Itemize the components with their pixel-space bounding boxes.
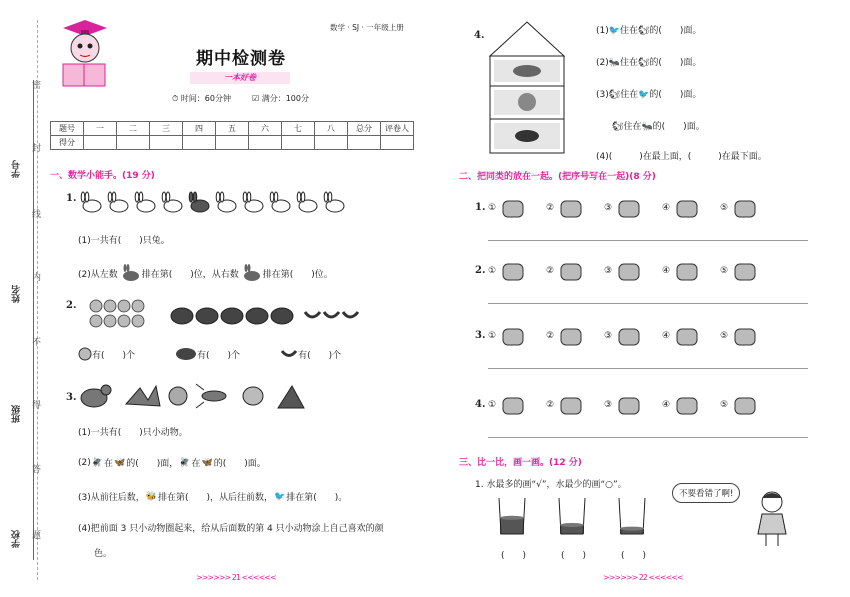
s2-option-mark: ① [488, 331, 497, 341]
s2-row-number: 2. [475, 265, 486, 276]
dragonfly-icon: 🪰 [91, 457, 103, 468]
score-cell[interactable] [282, 136, 315, 150]
bird-icon: 🐦 [274, 491, 286, 502]
answer-line[interactable] [488, 303, 808, 304]
q3-line4b: 色。 [94, 549, 113, 559]
page-number-left: >>>>>> 21 <<<<<< [196, 573, 276, 582]
apple-icon [558, 196, 584, 222]
flower-icon [616, 393, 642, 419]
brand-banner [190, 72, 290, 84]
score-cell[interactable] [381, 136, 414, 150]
banana-group [302, 308, 362, 327]
s2-option-mark: ② [546, 331, 555, 341]
ant-icon: 🐜 [641, 122, 653, 132]
watermelon-group [170, 306, 295, 329]
check-box-icon: ☑ [252, 94, 260, 103]
peach-icon [674, 196, 700, 222]
pencil-icon [732, 259, 758, 285]
seal-word: 线 [32, 210, 42, 220]
q3-line2: (2) 🪰 在 🦋 的( )面， 🪰 在 🦋 的( )面。 [78, 457, 266, 469]
score-table-header: 四 [183, 122, 216, 136]
score-cell[interactable] [183, 136, 216, 150]
s2-option-mark: ③ [604, 266, 613, 276]
flower-branch-icon [500, 324, 526, 350]
rabbit-row [78, 191, 345, 213]
q4-line3: (3)🐿住在🐦的( )面。 [596, 90, 702, 100]
squirrel-icon: 🐿 [637, 58, 650, 68]
section3-heading: 三、比一比，画一画。(12 分) [459, 458, 582, 468]
q3-number: 3. [66, 392, 77, 403]
answer-line[interactable] [488, 437, 808, 438]
margin-label-id: 学号 [12, 160, 22, 178]
score-row-label: 得分 [51, 136, 84, 150]
dragonfly-icon: 🪰 [179, 457, 191, 468]
q4-number: 4. [474, 30, 485, 41]
score-cell[interactable] [249, 136, 282, 150]
q1-number: 1. [66, 193, 77, 204]
clock-icon: ⏱ [172, 94, 179, 103]
apple-icon [78, 347, 92, 361]
q3-line1: (1)一共有( )只小动物。 [78, 428, 188, 438]
pineapple-icon [732, 393, 758, 419]
seal-word: 得 [32, 401, 42, 411]
s2-option-mark: ⑤ [720, 400, 729, 410]
q1-line1: (1)一共有( )只兔。 [78, 236, 170, 246]
animal-row [78, 380, 313, 417]
q4-line3b: 🐿住在🐜的( )面。 [612, 122, 705, 132]
s2-option-mark: ④ [662, 203, 671, 213]
rabbit-icon [267, 191, 291, 213]
mittens-icon [674, 259, 700, 285]
q1-line2: (2)从左数 排在第( )位，从右数 排在第( )位。 [78, 264, 333, 282]
q3-line3: (3)从前往后数， 🐝 排在第( )，从后往前数， 🐦 排在第( )。 [78, 491, 348, 503]
watermelon-icon [674, 393, 700, 419]
q3-line4: (4)把前面 3 只小动物圈起来，给从后面数的第 4 只小动物涂上自己喜欢的颜 [78, 524, 384, 534]
score-table-header: 六 [249, 122, 282, 136]
answer-paren[interactable]: ( ) [561, 551, 587, 561]
dress-icon [616, 259, 642, 285]
s2-option-mark: ④ [662, 400, 671, 410]
seal-word: 密 [32, 81, 42, 91]
answer-paren[interactable]: ( ) [501, 551, 527, 561]
rabbit-icon [132, 191, 156, 213]
banana-icon [280, 348, 298, 360]
answer-line[interactable] [488, 368, 808, 369]
squirrel-icon: 🐿 [608, 90, 621, 100]
seal-word: 不 [32, 338, 42, 348]
bird-icon: 🐦 [638, 90, 650, 100]
strawberry-icon [558, 393, 584, 419]
apple-group [88, 298, 152, 333]
score-table-header: 七 [282, 122, 315, 136]
bird-icon: 🐦 [608, 26, 620, 36]
q2-count-line: 有( )个 有( )个 有( )个 [78, 347, 368, 361]
score-table-header: 总分 [348, 122, 381, 136]
margin-label-school: 学校 [12, 530, 22, 548]
rabbit-icon [241, 264, 261, 282]
section3-q1: 1. 水最多的画“√”，水最少的画“○”。 [475, 480, 627, 490]
score-cell[interactable] [315, 136, 348, 150]
score-table-header: 一 [84, 122, 117, 136]
s2-row-number: 4. [475, 399, 486, 410]
squirrel-icon: 🐿 [612, 122, 624, 132]
s2-option-mark: ④ [662, 266, 671, 276]
score-cell[interactable] [150, 136, 183, 150]
score-table-header: 评卷人 [381, 122, 414, 136]
s2-option-mark: ③ [604, 203, 613, 213]
q2-number: 2. [66, 300, 77, 311]
s2-option-mark: ① [488, 266, 497, 276]
rabbit-icon [321, 191, 345, 213]
score-cell[interactable] [117, 136, 150, 150]
score-cell[interactable] [348, 136, 381, 150]
seal-word: 内 [32, 273, 42, 283]
mascot-avatar [55, 18, 113, 91]
seal-word: 封 [32, 144, 42, 154]
ruler-icon [500, 259, 526, 285]
grass-icon [558, 324, 584, 350]
q4-line4: (4)( )在最上面，( )在最下面。 [596, 152, 767, 162]
pencil-box-icon [558, 259, 584, 285]
s2-option-mark: ③ [604, 400, 613, 410]
seal-word: 题 [32, 531, 42, 541]
speech-bubble: 不要看错了啊! [672, 483, 740, 503]
butterfly-icon: 🦋 [113, 457, 126, 468]
s2-option-mark: ⑤ [720, 331, 729, 341]
page-number-right: >>>>>> 22 <<<<<< [603, 573, 683, 582]
s2-option-mark: ③ [604, 331, 613, 341]
rabbit-icon [120, 264, 140, 282]
s2-row-number: 1. [475, 202, 486, 213]
bee-icon: 🐝 [145, 491, 157, 502]
ant-icon: 🐜 [608, 58, 620, 68]
squirrel-icon: 🐿 [637, 26, 650, 36]
house-diagram [488, 20, 566, 158]
rabbit-icon [78, 191, 102, 213]
rabbit-icon [105, 191, 129, 213]
score-label: ☑ 满分：100分 [252, 94, 309, 103]
score-table [50, 121, 414, 150]
tree-icon [616, 324, 642, 350]
s2-row-number: 3. [475, 330, 486, 341]
margin-label-name: 姓名 [12, 285, 22, 303]
page-title: 期中检测卷 [196, 49, 286, 69]
watermelon-icon [175, 347, 197, 361]
s2-option-mark: ② [546, 400, 555, 410]
score-cell[interactable] [216, 136, 249, 150]
water-cup [497, 496, 527, 536]
score-table-header: 八 [315, 122, 348, 136]
q4-line2: (2)🐜住在🐿的( )面。 [596, 58, 702, 68]
butterfly-icon: 🦋 [201, 457, 213, 468]
s2-option-mark: ④ [662, 331, 671, 341]
series-label: 数学 · SJ · 一年级上册 [330, 23, 404, 32]
score-table-header: 二 [117, 122, 150, 136]
q4-line1: (1)🐦住在🐿的( )面。 [596, 26, 702, 36]
section2-heading: 二、把同类的放在一起。(把序号写在一起)(8 分) [459, 172, 656, 182]
glove-icon [616, 196, 642, 222]
s2-option-mark: ① [488, 203, 497, 213]
ball-icon [674, 324, 700, 350]
answer-line[interactable] [488, 240, 808, 241]
score-table-header: 题号 [51, 122, 84, 136]
tape-icon [500, 196, 526, 222]
s2-option-mark: ⑤ [720, 203, 729, 213]
girl-avatar [752, 490, 792, 551]
eggplant-icon [500, 393, 526, 419]
rabbit-icon [240, 191, 264, 213]
water-cup [557, 496, 587, 536]
answer-paren[interactable]: ( ) [621, 551, 647, 561]
brand-label: 一本好卷 [224, 73, 256, 82]
rabbit-icon [213, 191, 237, 213]
water-cup [617, 496, 647, 536]
s2-option-mark: ② [546, 266, 555, 276]
section1-heading: 一、数学小能手。(19 分) [50, 171, 155, 181]
cap-icon [732, 196, 758, 222]
rabbit-icon [159, 191, 183, 213]
margin-label-class: 班级 [12, 405, 22, 423]
score-table-header: 五 [216, 122, 249, 136]
time-label: ⏱ 时间：60分钟 [172, 94, 231, 103]
rabbit-icon [186, 191, 210, 213]
s2-option-mark: ② [546, 203, 555, 213]
s2-option-mark: ⑤ [720, 266, 729, 276]
brush-icon [732, 324, 758, 350]
score-table-header: 三 [150, 122, 183, 136]
seal-word: 答 [32, 465, 42, 475]
s2-option-mark: ① [488, 400, 497, 410]
score-cell[interactable] [84, 136, 117, 150]
rabbit-icon [294, 191, 318, 213]
